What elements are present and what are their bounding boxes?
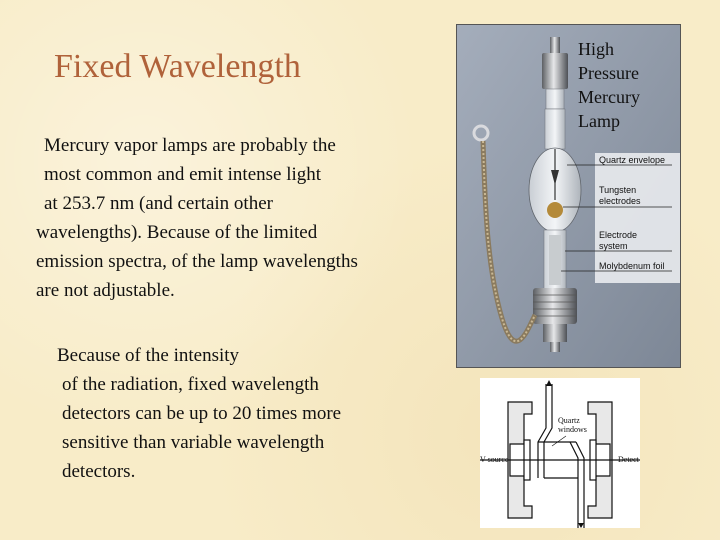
label-text: system [599,241,628,251]
label-molybdenum-foil [599,261,665,272]
lamp-base [533,288,577,324]
dlabel-text: V source [480,455,509,464]
paragraph-mercury-lamps [36,131,358,305]
label-quartz-envelope [599,155,665,166]
p1-line: are not adjustable. [36,280,175,301]
flow-in-arrow [546,380,552,386]
p1-line: wavelengths). Because of the limited [36,222,318,243]
mercury-lamp-photo [456,24,681,368]
detector-cell-diagram [480,378,640,528]
flow-out-arrow [578,523,584,528]
label-text: Quartz envelope [599,155,666,165]
lamp-figure-title [578,37,640,133]
p1-line: most common and emit intense light [44,164,322,185]
label-electrode-system [599,230,637,252]
p2-line: of the radiation, fixed wavelength [62,374,319,395]
label-text: Electrode [599,230,638,240]
lamp-top-cap [542,53,568,89]
p2-line: Because of the intensity [57,345,240,366]
p1-line: emission spectra, of the lamp wavelengths [36,251,358,272]
p2-line: sensitive than variable wavelength [62,432,325,453]
label-text: Tungsten [599,185,637,195]
flow-cell-schematic [480,378,640,528]
dlabel-text: Detect [618,455,639,464]
label-tungsten-electrodes [599,185,641,207]
lamp-title-line: Lamp [578,111,620,131]
lamp-title-line: Pressure [578,63,639,83]
dlabel-text: Quartz [558,416,580,425]
p2-line: detectors can be up to 20 times more [62,403,342,424]
lamp-illustration [457,25,681,368]
paragraph-detector-sensitivity [54,341,341,486]
label-source [480,455,509,464]
slide-title: Fixed Wavelength [54,48,301,85]
label-text: electrodes [599,196,641,206]
label-quartz-windows [558,416,587,434]
p2-line: detectors. [62,461,136,482]
p1-line: Mercury vapor lamps are probably the [44,135,336,156]
lamp-top-pin [550,37,560,55]
electrode-ball [547,202,563,218]
lamp-title-line: High [578,39,614,59]
lamp-title-line: Mercury [578,87,640,107]
dlabel-text: windows [558,425,587,434]
label-detector [618,455,639,464]
label-text: Molybdenum foil [599,261,665,271]
p1-line: at 253.7 nm (and certain other [44,193,273,214]
